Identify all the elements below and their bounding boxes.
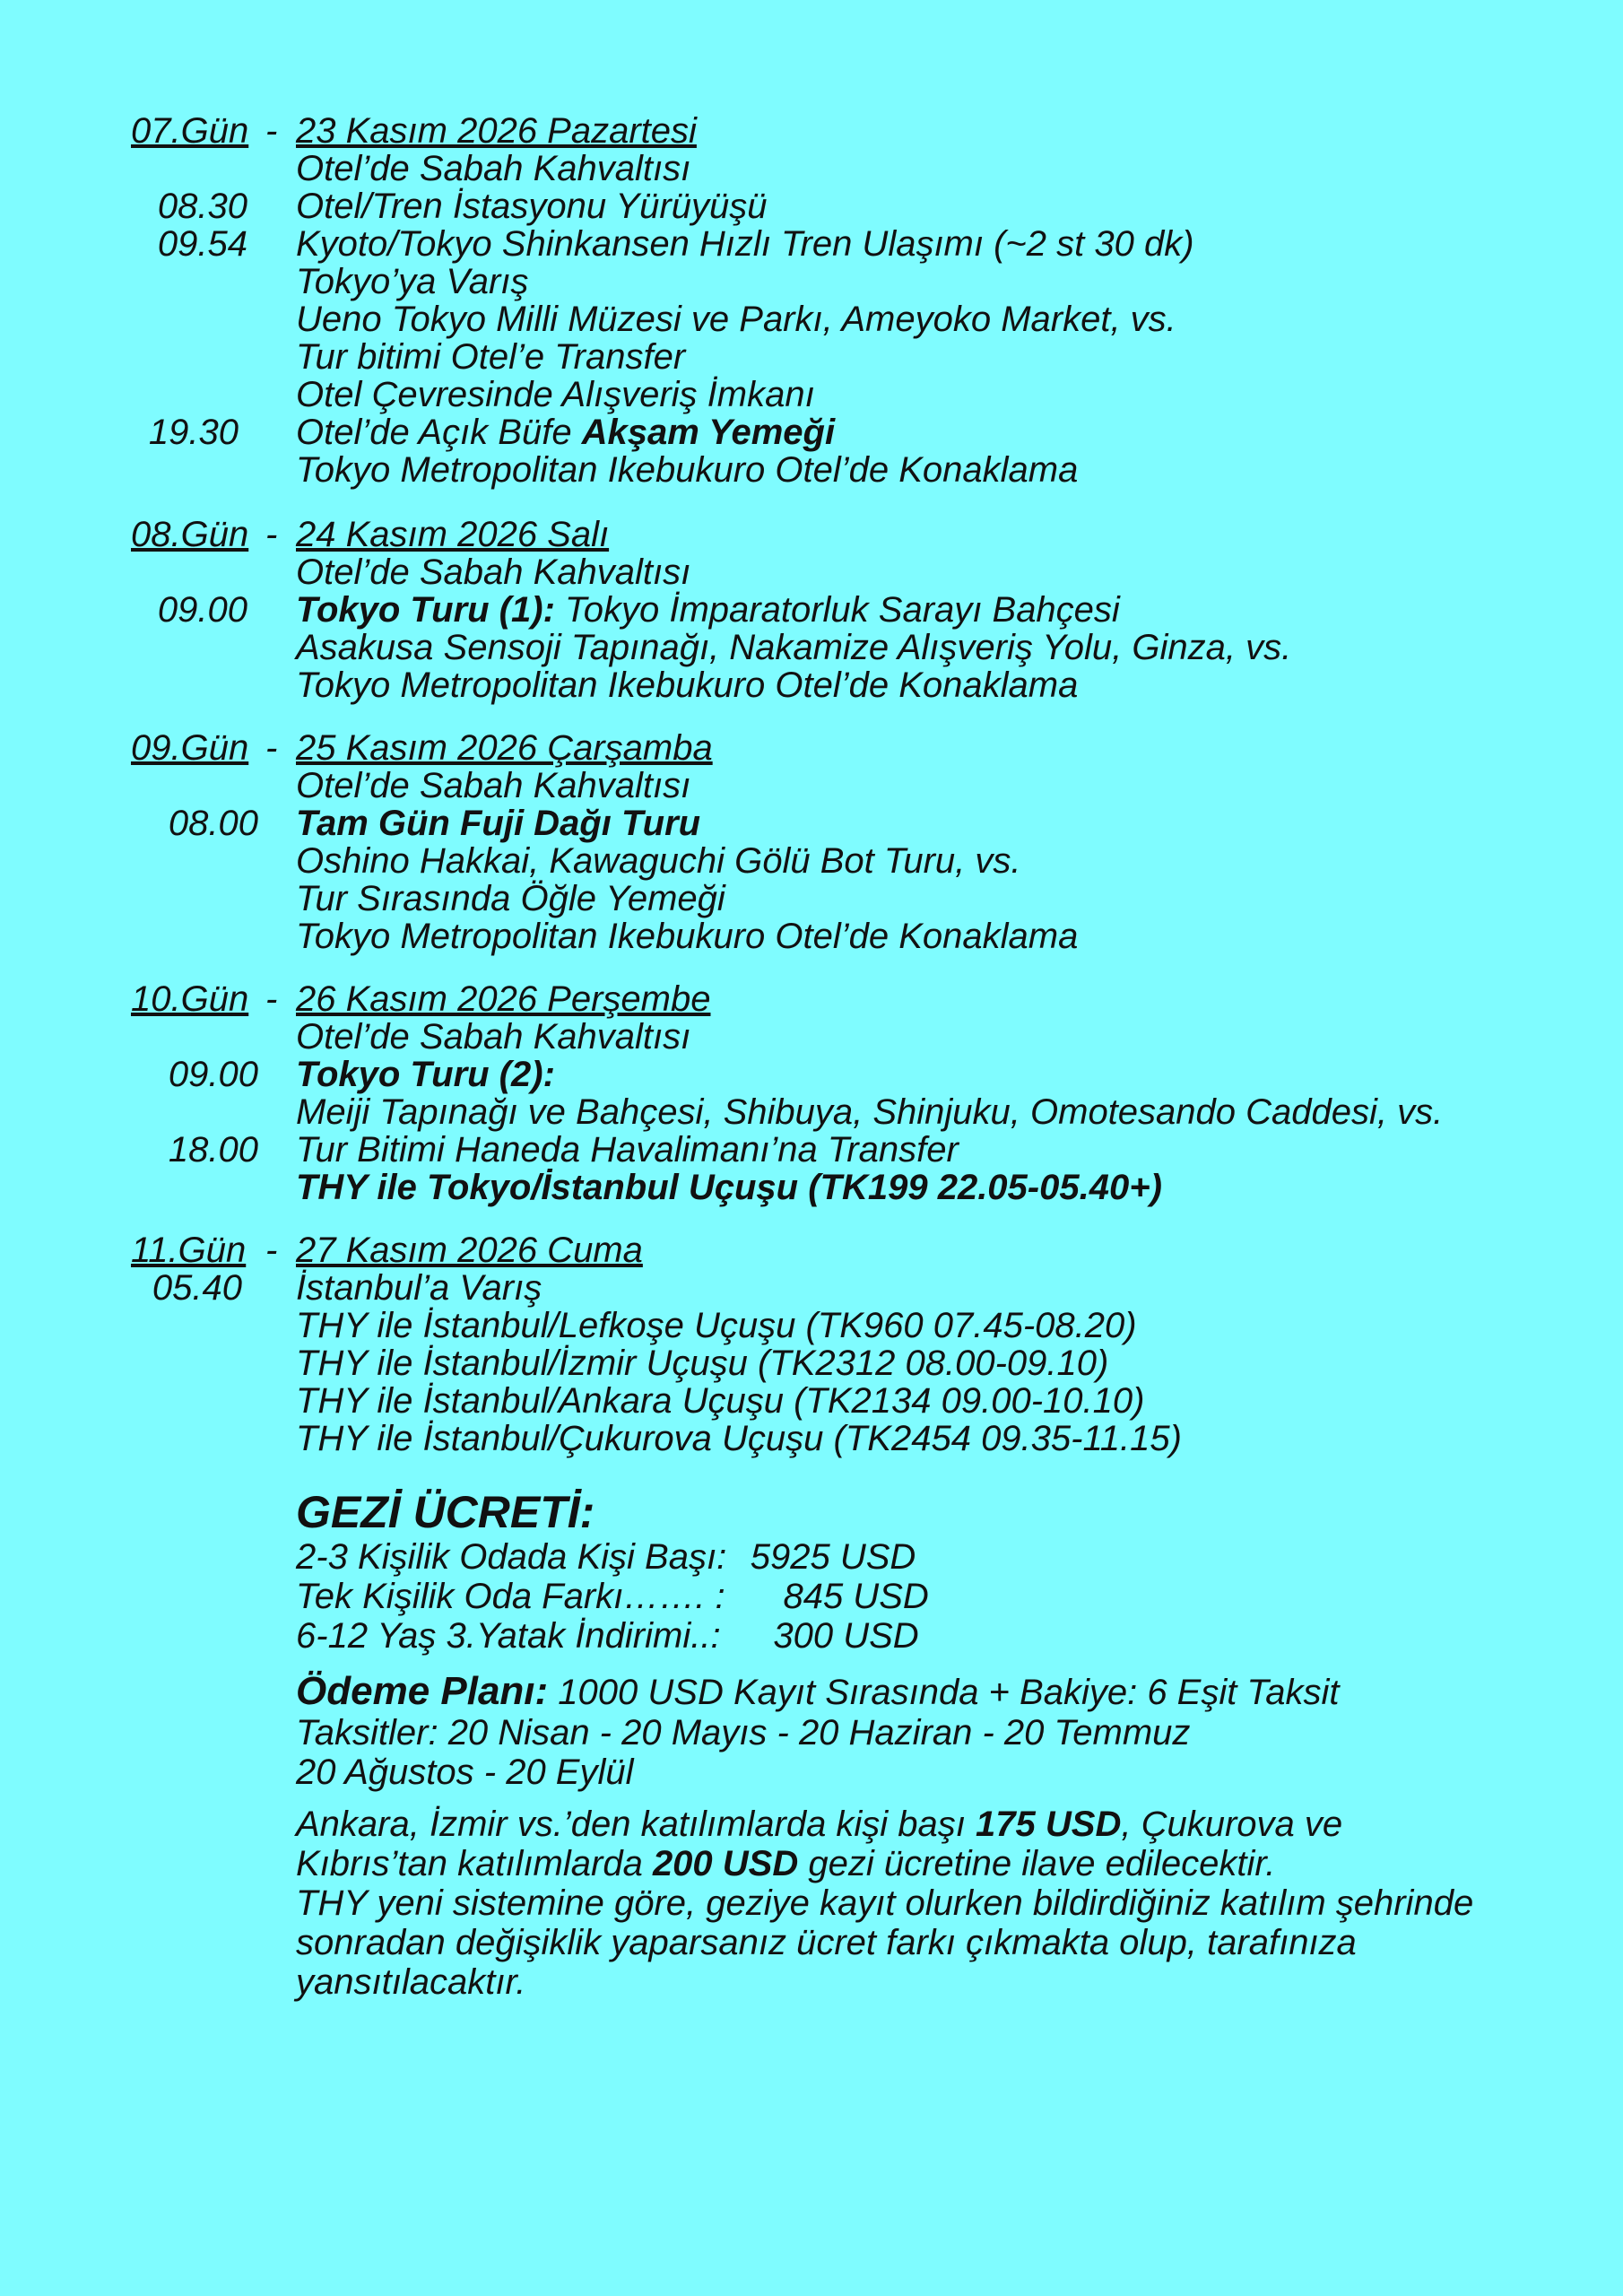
note-line: Ankara, İzmir vs.’den katılımlarda kişi başı 175 USD, Çukurova ve bbox=[296, 1805, 1343, 1844]
bold-text: 175 USD bbox=[976, 1805, 1122, 1844]
fee-row bbox=[296, 1577, 929, 1616]
fee-label: 2-3 Kişilik Odada Kişi Başı: bbox=[296, 1537, 727, 1577]
day-label: 08.Gün bbox=[131, 515, 249, 554]
payment-row: 20 Ağustos - 20 Eylül bbox=[296, 1752, 634, 1792]
payment-row: Taksitler: 20 Nisan - 20 Mayıs - 20 Haziran - 20 Temmuz bbox=[296, 1713, 1191, 1752]
row-time: 05.40 bbox=[152, 1268, 242, 1308]
day-label: 07.Gün bbox=[131, 111, 249, 151]
note-line: THY yeni sistemine göre, geziye kayıt olurken bildirdiğiniz katılım şehrinde bbox=[296, 1883, 1474, 1923]
bold-text: Tokyo Turu (2): bbox=[296, 1055, 555, 1094]
day-dash: - bbox=[265, 111, 278, 151]
payment-plan bbox=[296, 1670, 1339, 1792]
row-time: 08.00 bbox=[168, 804, 258, 843]
day-dash: - bbox=[265, 515, 278, 554]
row-time: 09.00 bbox=[157, 590, 247, 630]
note-line: sonradan değişiklik yaparsanız ücret farkı çıkmakta olup, tarafınıza bbox=[296, 1923, 1357, 1962]
fee-amount: 5925 USD bbox=[750, 1537, 916, 1577]
bold-text: Tokyo Turu (1): bbox=[296, 590, 555, 630]
fee-amount: 300 USD bbox=[773, 1616, 919, 1656]
bold-text: Tam Gün Fuji Dağı Turu bbox=[296, 804, 701, 843]
row-time: 09.00 bbox=[168, 1055, 258, 1094]
bold-text: Akşam Yemeği bbox=[581, 413, 836, 452]
fee-table bbox=[296, 1537, 929, 1656]
fee-row bbox=[296, 1616, 929, 1656]
fee-title: GEZİ ÜCRETİ: bbox=[296, 1487, 595, 1537]
fee-row bbox=[296, 1537, 929, 1577]
bold-text: 200 USD bbox=[652, 1844, 799, 1883]
payment-title: Ödeme Planı: bbox=[296, 1669, 549, 1713]
day-date: 25 Kasım 2026 Çarşamba bbox=[296, 728, 713, 768]
note-line: Kıbrıs’tan katılımlarda 200 USD gezi ücretine ilave edilecektir. bbox=[296, 1844, 1276, 1883]
day-dash: - bbox=[265, 1231, 278, 1270]
day-label: 10.Gün bbox=[131, 979, 249, 1019]
day-date: 23 Kasım 2026 Pazartesi bbox=[296, 111, 697, 151]
row-time: 08.30 bbox=[157, 187, 247, 226]
day-date: 27 Kasım 2026 Cuma bbox=[296, 1231, 643, 1270]
fee-label: 6-12 Yaş 3.Yatak İndirimi..: bbox=[296, 1616, 721, 1656]
fee-label: Tek Kişilik Oda Farkı……. : bbox=[296, 1577, 725, 1616]
payment-row: Ödeme Planı: 1000 USD Kayıt Sırasında + Bakiye: 6 Eşit Taksit bbox=[296, 1669, 1340, 1713]
day-dash: - bbox=[265, 728, 278, 768]
day-date: 26 Kasım 2026 Perşembe bbox=[296, 979, 711, 1019]
fee-amount: 845 USD bbox=[783, 1577, 929, 1616]
itinerary-page: 07.Gün - 23 Kasım 2026 Pazartesi Otel’de Sabah Kahvaltısı 08.30 Otel/Tren İstasyonu Yürüyüşü 09.54 Kyoto/Tokyo Shinkansen Hızlı Tren Ulaşımı (~2 st 30 dk) Tokyo’ya Varış Ueno Tokyo Milli Müzesi ve Parkı, Ameyoko Market, vs. Tur bitimi Otel’e Transfer Otel Çevresinde Alışveriş İmkanı 19.30 Otel’de Açık Büfe Akşam Yemeği Tokyo Metropolitan Ikebukuro Otel’de Konaklama 08.Gün - 24 Kasım 2026 Salı Otel’de Sabah Kahvaltısı 09.00 Tokyo Turu (1): Tokyo İmparatorluk Sarayı Bahçesi Asakusa Sensoji Tapınağı, Nakamize Alışveriş Yolu, Ginza, vs. Tokyo Metropolitan Ikebukuro Otel’de Konaklama 09.Gün - 25 Kasım 2026 Çarşamba Otel’de Sabah Kahvaltısı 08.00 Tam Gün Fuji Dağı Turu Oshino Hakkai, Kawaguchi Gölü Bot Turu, vs. Tur Sırasında Öğle Yemeği Tokyo Metropolitan Ikebukuro Otel’de Konaklama 10.Gün - 26 Kasım 2026 Perşembe Otel’de Sabah Kahvaltısı 09.00 Tokyo Turu (2): Meiji Tapınağı ve Bahçesi, Shibuya, Shinjuku, Omotesando Caddesi, vs. 18.00 Tur Bitimi Haneda Havalimanı’na Transfer THY ile Tokyo/İstanbul Uçuşu (TK199 22.05-05.40+) 11.Gün - 27 Kasım 2026 Cuma 05.40 İstanbul’a Varış THY ile İstanbul/Lefkoşe Uçuşu (TK960 07.45-08.20) THY ile İstanbul/İzmir Uçuşu (TK2312 08.00-09.10) THY ile İstanbul/Ankara Uçuşu (TK2134 09.00-10.10) THY ile İstanbul/Çukurova Uçuşu (TK2454 09.35-11.15) GEZİ ÜCRETİ: 2-3 Kişilik Odada Kişi Başı: 5925 USD Tek Kişilik Oda Farkı……. : 845 USD 6-12 Yaş 3.Yatak İndirimi..: 300 USD Ödeme Planı: 1000 USD Kayıt Sırasında + Bakiye: 6 Eşit Taksit Taksitler: 20 Nisan - 20 Mayıs - 20 Haziran - 20 Temmuz 20 Ağustos - 20 Eylül Ankara, İzmir vs.’den katılımlarda kişi başı 175 USD, Çukurova ve Kıbrıs’tan katılımlarda 200 USD gezi ücretine ilave edilecektir. THY yeni sistemine göre, geziye kayıt olurken bildirdiğiniz katılım şehrinde sonradan değişiklik yaparsanız ücret farkı çıkmakta olup, tarafınıza yansıtılacaktır. bbox=[0, 0, 1623, 2296]
day-dash: - bbox=[265, 979, 278, 1019]
note-line: yansıtılacaktır. bbox=[296, 1962, 526, 2002]
day-date: 24 Kasım 2026 Salı bbox=[296, 515, 610, 554]
row-time: 09.54 bbox=[157, 224, 247, 264]
day-label: 09.Gün bbox=[131, 728, 249, 768]
notes bbox=[296, 1805, 1473, 2002]
row-time: 18.00 bbox=[168, 1130, 258, 1170]
row-time: 19.30 bbox=[148, 413, 239, 452]
day-label: 11.Gün bbox=[131, 1231, 247, 1270]
bold-text: THY ile Tokyo/İstanbul Uçuşu (TK199 22.05-05.40+) bbox=[296, 1168, 1162, 1207]
